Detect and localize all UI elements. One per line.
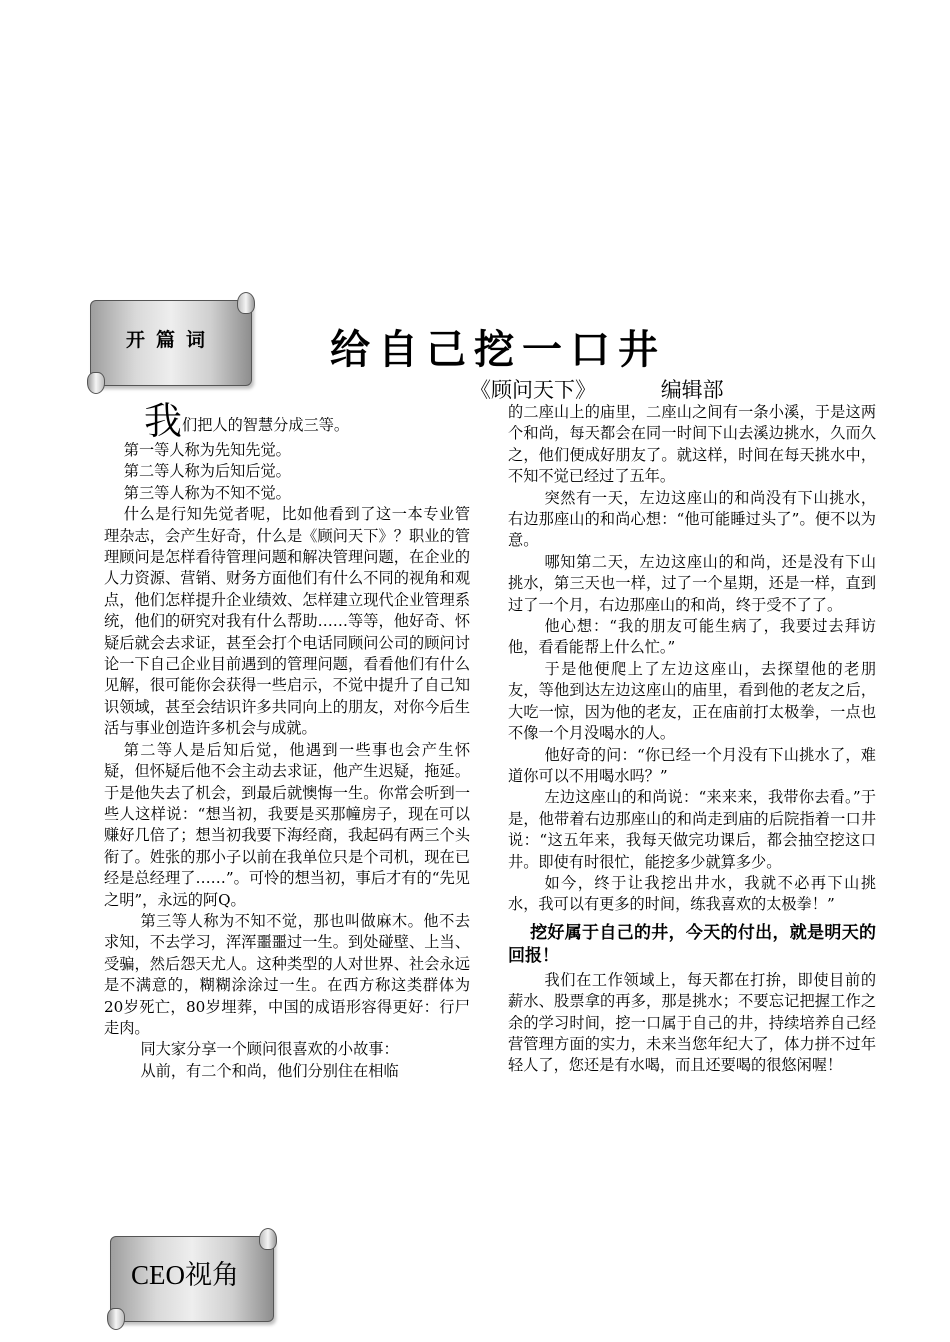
scroll-curl-decoration [259, 1228, 277, 1250]
story-paragraph: 左边这座山的和尚说：“来来来，我带你去看。”于是，他带着右边那座山的和尚走到庙的后院指着一口井说：“这五年来，我每天做完功课后，都会抽空挖这口井。即使有时很忙，能挖多少就算多少。 [508, 788, 876, 871]
paragraph-first-class: 什么是行知先觉者呢，比如他看到了这一本专业管理杂志，会产生好奇，什么是《顾问天下》？职业的管理顾问是怎样看待管理问题和解决管理问题，在企业的人力资源、营销、财务方面他们有什么不同的视角和观点，他们怎样提升企业绩效、怎样建立现代企业管理系统，他们的研究对我有什么帮助……等等，他好奇、怀疑后就会去求证，甚至会打个电话同顾问公司的顾问讨论一下自己企业目前遇到的管理问题，看看他们有什么见解，很可能你会获得一些启示，不觉中提升了自己知识领域，甚至会结识许多共同向上的朋友，对你今后生活与事业创造许多机会与成就。 [104, 505, 470, 738]
right-column [508, 402, 876, 1077]
story-paragraph: 如今，终于让我挖出井水，我就不必再下山挑水，我可以有更多的时间，练我喜欢的太极拳！” [508, 873, 876, 914]
left-column [104, 399, 470, 1082]
list-item: 第二等人称为后知后觉。 [123, 462, 291, 481]
intro-line [104, 399, 470, 443]
story-paragraph: 于是他便爬上了左边这座山，去探望他的老朋友，等他到达左边这座山的庙里，看到他的老友之后，大吃一惊，因为他的老友，正在庙前打太极拳，一点也不像一个月没喝水的人。 [508, 659, 876, 743]
paragraph-second-class: 第二等人是后知后觉，他遇到一些事也会产生怀疑，但怀疑后他不会主动去求证，他产生迟疑，拖延。于是他失去了机会，到最后就懊悔一生。你常会听到一些人这样说：“想当初，我要是买那幢房子，现在可以赚好几倍了；想当初我要下海经商，我起码有两三个头衔了。姓张的那小子以前在我单位只是个司机，现在已经是总经理了……”。可怜的想当初，事后才有的“先见之明”，永远的阿Q。 [104, 740, 470, 909]
scroll-curl-decoration [107, 1308, 125, 1330]
list-item: 第三等人称为不知不觉。 [123, 483, 291, 502]
intro-text: 们把人的智慧分成三等。 [182, 416, 350, 434]
story-paragraph: 他心想：“我的朋友可能生病了，我要过去拜访他，看看能帮上什么忙。” [508, 617, 876, 657]
paragraph-third-class: 第三等人称为不知不觉，那也叫做麻木。他不去求知，不去学习，浑浑噩噩过一生。到处碰壁、上当、受骗，然后怨天尤人。这种类型的人对世界、社会永远是不满意的，糊糊涂涂过一生。在西方称这类群体为20岁死亡，80岁埋葬，中国的成语形容得更好：行尸走肉。 [104, 911, 470, 1037]
highlight-statement: 挖好属于自己的井，今天的付出，就是明天的回报！ [508, 922, 876, 966]
story-paragraph: 突然有一天，左边这座山的和尚没有下山挑水，右边那座山的和尚心想：“他可能睡过头了”。便不以为意。 [508, 488, 876, 550]
section-banner [90, 300, 252, 386]
drop-cap: 我 [144, 399, 183, 443]
scroll-curl-decoration [87, 372, 105, 394]
byline-publication: 《顾问天下》 [470, 378, 596, 402]
ceo-perspective-banner [110, 1236, 274, 1322]
scroll-curl-decoration [237, 292, 255, 314]
paragraph-story-continued: 的二座山上的庙里，二座山之间有一条小溪，于是这两个和尚，每天都会在同一时间下山去溪边挑水，久而久之，他们便成好朋友了。就这样，时间在每天挑水中，不知不觉已经过了五年。 [508, 403, 876, 486]
section-banner-label: 开篇词 [125, 329, 216, 351]
byline-author: 编辑部 [660, 378, 724, 402]
story-paragraph: 哪知第二天，左边这座山的和尚，还是没有下山挑水，第三天也一样，过了一个星期，还是一样，直到过了一个月，右边那座山的和尚，终于受不了了。 [508, 552, 876, 614]
byline [470, 374, 724, 404]
list-item: 第一等人称为先知先觉。 [123, 441, 291, 459]
article-title: 给自己挖一口井 [330, 327, 666, 373]
closing-paragraph: 我们在工作领域上，每天都在打拚，即使目前的薪水、股票拿的再多，那是挑水；不要忘记把握工作之余的学习时间，挖一口属于自己的井，持续培养自己经营管理方面的实力，未来当您年纪大了，体力拼不过年轻人了，您还是有水喝，而且还要喝的很悠闲喔！ [508, 970, 876, 1075]
ceo-perspective-label: CEO视角 [131, 1260, 239, 1290]
story-paragraph: 他好奇的问：“你已经一个月没有下山挑水了，难道你可以不用喝水吗？” [508, 745, 876, 785]
paragraph-share: 同大家分享一个顾问很喜欢的小故事： [140, 1040, 399, 1059]
paragraph-story-start: 从前，有二个和尚，他们分别住在相临 [140, 1061, 399, 1080]
